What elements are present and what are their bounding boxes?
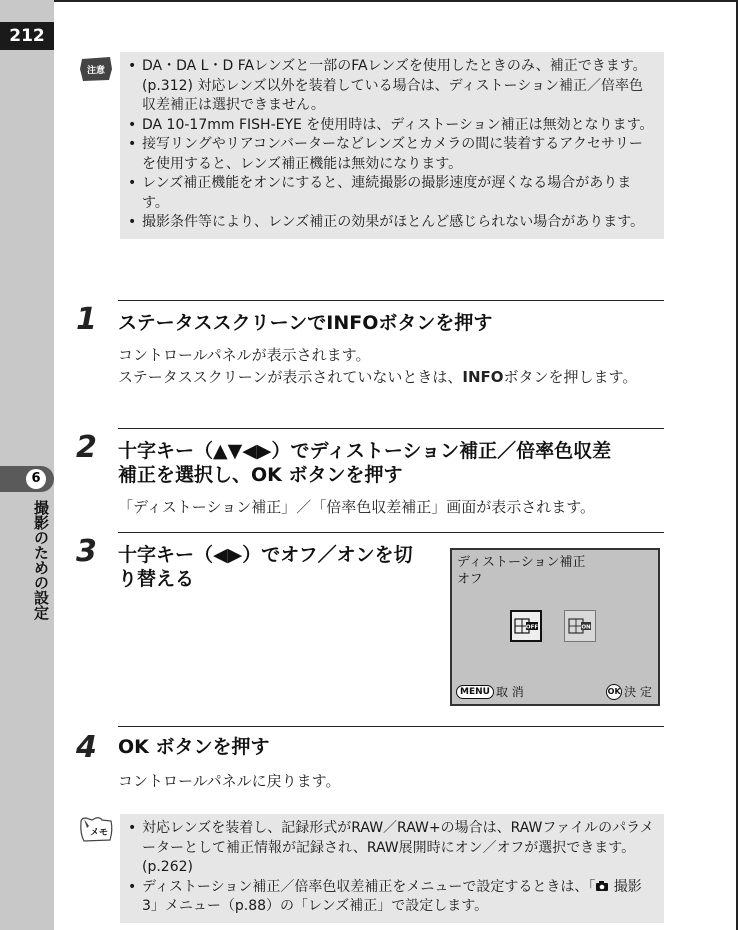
chapter-tab (0, 466, 54, 492)
step-text: コントロールパネルに戻ります。 (118, 772, 341, 790)
memo-icon (78, 816, 114, 844)
grid-on-icon (568, 616, 592, 636)
caution-item: • DA 10-17mm FISH-EYE を使用時は、ディストーション補正は無効となります。 (128, 116, 654, 136)
cancel-hint (456, 683, 524, 700)
step-title-line: 十字キー（▲▼◀▶）でディストーション補正／倍率色収差 (118, 440, 612, 462)
step-text: 「ディストーション補正」／「倍率色収差補正」画面が表示されます。 (118, 498, 596, 516)
step-title-part: ボタンを押す (378, 312, 493, 334)
screen-title: ディストーション補正 (457, 555, 586, 570)
memo-box (120, 814, 664, 923)
step-text (118, 366, 664, 388)
step-title-line: 補正を選択し、OK ボタンを押す (118, 464, 403, 486)
option-on-label: ON (581, 624, 591, 631)
step-divider (118, 300, 664, 301)
confirm-hint (606, 683, 652, 700)
step-title (118, 439, 611, 487)
step-title (118, 311, 492, 335)
step-text-part: ボタンを押します。 (503, 368, 638, 386)
info-button-label: INFO (462, 368, 504, 386)
caution-icon (78, 56, 114, 82)
step-title-line: り替える (118, 568, 195, 590)
memo-item: • 対応レンズを装着し、記録形式がRAW／RAW+の場合は、RAWファイルのパラメーターとして補正情報が記録され、RAW展開時にオン／オフが選択できます。(p.262) (128, 819, 654, 878)
step-number: 2 (76, 430, 97, 465)
memo-text-part: ディストーション補正／倍率色収差補正をメニューで設定するときは、「 (142, 878, 596, 895)
step-number: 3 (76, 534, 97, 569)
step-number: 1 (76, 302, 97, 337)
memo-text-part: 撮影3」メニュー（p.88）の「レンズ補正」で設定します。 (142, 878, 642, 914)
caution-item: • レンズ補正機能をオンにすると、連続撮影の撮影速度が遅くなる場合があります。 (128, 174, 654, 213)
step-divider (118, 532, 664, 533)
screen-value: オフ (457, 572, 483, 587)
memo-item (128, 878, 654, 917)
camera-screen (450, 548, 660, 706)
page-number: 212 (0, 22, 54, 50)
caution-box (120, 52, 664, 239)
step-text: コントロールパネルが表示されます。 (118, 346, 371, 364)
chapter-number: 6 (26, 469, 46, 489)
top-border (0, 0, 738, 2)
step-number: 4 (76, 730, 97, 765)
caution-item: • DA・DA L・D FAレンズと一部のFAレンズを使用したときのみ、補正できます。(p.312) 対応レンズ以外を装着している場合は、ディストーション補正／倍率色収差補正は選択できません。 (128, 57, 654, 116)
step-title-line: 十字キー（◀▶）でオフ／オンを切 (118, 544, 413, 566)
step-title (118, 543, 413, 591)
step-divider (118, 428, 664, 429)
cancel-label: 取 消 (495, 685, 524, 699)
distortion-off-option[interactable] (510, 610, 542, 642)
confirm-label: 決 定 (624, 685, 652, 699)
caution-icon-label: 注意 (86, 66, 106, 76)
option-off-label: OFF (525, 624, 538, 631)
info-button-label: INFO (326, 312, 379, 334)
chapter-title: 撮影のための設定 (32, 500, 50, 620)
step-divider (118, 726, 664, 727)
camera-icon (595, 880, 609, 892)
caution-item: • 撮影条件等により、レンズ補正の効果がほとんど感じられない場合があります。 (128, 213, 654, 233)
step-title: OK ボタンを押す (118, 736, 270, 758)
side-bar (0, 0, 54, 930)
caution-item: • 接写リングやリアコンバーターなどレンズとカメラの間に装着するアクセサリーを使用すると、レンズ補正機能は無効になります。 (128, 135, 654, 174)
ok-button-icon: OK (606, 684, 622, 700)
step-title-part: ステータススクリーンで (118, 312, 327, 334)
memo-icon-label: メモ (89, 828, 109, 838)
step-body (118, 344, 664, 388)
step-text-part: ステータススクリーンが表示されていないときは、 (118, 368, 463, 386)
menu-button-icon: MENU (456, 685, 494, 699)
distortion-on-option[interactable] (564, 610, 596, 642)
grid-off-icon (514, 616, 538, 636)
